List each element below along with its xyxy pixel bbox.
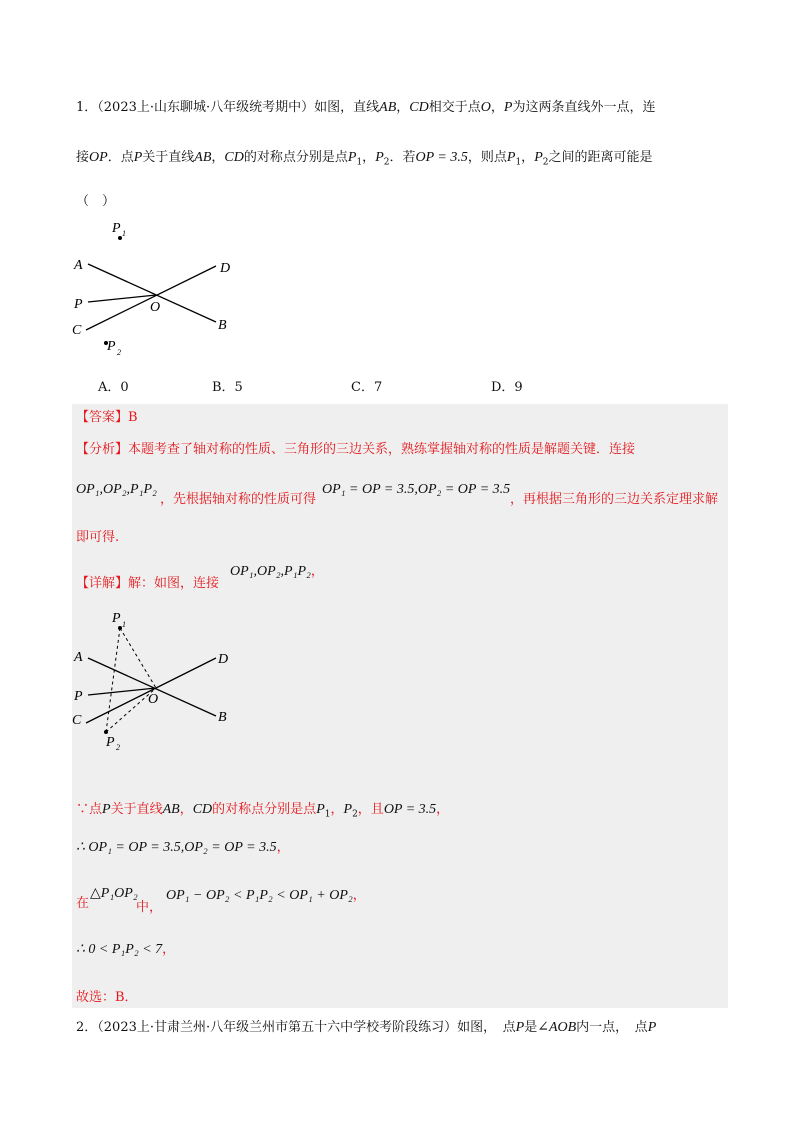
question-1-line-1	[76, 98, 655, 118]
punct: ，	[396, 100, 410, 115]
analysis-expr-2-wrap	[322, 480, 510, 500]
detail-text: ，且	[357, 802, 384, 817]
question-2-line-1	[76, 1018, 656, 1038]
punct: ，	[330, 802, 344, 817]
punct: ，	[521, 150, 535, 165]
question-text: 内一点， 点	[576, 1020, 648, 1035]
label-p1: P	[112, 221, 121, 236]
punct: ，	[211, 150, 225, 165]
subscript: 1	[515, 157, 522, 168]
question-text: 接	[76, 150, 90, 165]
question-text: ．点	[107, 150, 134, 165]
math-op-eq: OP = 3.5	[415, 150, 468, 165]
analysis-tag: 【分析】	[76, 442, 129, 457]
detail-line-1	[76, 574, 219, 594]
analysis-expr-1: OP₁,OP₂,P₁P₂	[76, 482, 157, 497]
answer-value: B	[128, 410, 138, 425]
label-o: O	[148, 692, 159, 707]
math-ab: AB	[194, 150, 212, 165]
label-o: O	[150, 300, 161, 315]
label-c: C	[72, 323, 82, 338]
label-a: A	[74, 650, 83, 665]
math-angle: ∠AOB	[537, 1020, 577, 1035]
label-b: B	[218, 710, 227, 725]
math-cd: CD	[409, 100, 429, 115]
subscript: 2	[352, 809, 358, 820]
label-b: B	[218, 318, 227, 333]
math-op: OP	[89, 150, 108, 165]
math-p: P	[515, 1020, 525, 1035]
answer-paren: （ ）	[76, 194, 116, 209]
label-p2: P	[106, 735, 115, 750]
question-text: ．若	[389, 150, 416, 165]
detail-text: ∵点	[76, 802, 103, 817]
punct: ，	[310, 564, 324, 579]
line-ab	[88, 658, 216, 716]
detail-step-1	[76, 838, 290, 858]
detail-tag: 【详解】	[76, 576, 129, 591]
punct: ，	[179, 802, 193, 817]
subscript: 1	[324, 809, 331, 820]
question-text: 相交于点	[428, 100, 481, 115]
figure-2	[68, 606, 248, 756]
label-p: P	[74, 297, 83, 312]
question-text: 关于直线	[142, 150, 195, 165]
label-p1: P	[112, 611, 121, 626]
answer-tag: 【答案】	[76, 410, 129, 425]
analysis-text-3: ，再根据三角形的三边关系定理求解	[510, 492, 719, 507]
analysis-line-2	[76, 480, 157, 500]
analysis-text-2: ，先根据轴对称的性质可得	[160, 492, 317, 507]
label-p: P	[74, 689, 83, 704]
math-p2: P	[375, 150, 384, 165]
question-text: ，则点	[467, 150, 507, 165]
question-text: 为这两条直线外一点，连	[512, 100, 656, 115]
label-p1-sub: 1	[122, 229, 126, 238]
option-a: A．0	[98, 380, 129, 395]
punct: ，	[436, 802, 450, 817]
dashed-p1p2	[106, 628, 120, 732]
question-text: 之间的距离可能是	[548, 150, 653, 165]
math-p: P	[647, 1020, 657, 1035]
detail-expr-1-wrap	[230, 562, 324, 582]
math-ab: AB	[162, 802, 180, 817]
line-cd	[86, 658, 216, 723]
option-b: B．5	[212, 380, 243, 395]
math-p1: P	[347, 150, 357, 165]
question-text: （2023上·山东聊城·八年级统考期中）如图，直线	[97, 100, 380, 115]
question-text: 是	[524, 1020, 538, 1035]
answer-line	[76, 408, 138, 428]
detail-text: 关于直线	[110, 802, 163, 817]
math-o: O	[480, 100, 491, 115]
dashed-op1	[120, 628, 156, 688]
punct: ，	[352, 888, 366, 903]
detail-text: 在	[76, 896, 90, 911]
question-number: 2．	[76, 1020, 98, 1035]
detail-ineq-wrap	[166, 886, 366, 906]
option-c: C．7	[351, 380, 383, 395]
question-text: （2023上·甘肃兰州·八年级兰州市第五十六中学校考阶段练习）如图， 点	[97, 1020, 516, 1035]
detail-text: 中，	[136, 900, 163, 915]
subscript: 1	[356, 157, 363, 168]
label-p1-sub: 1	[122, 620, 126, 629]
math-cd: CD	[192, 802, 213, 817]
analysis-line-1	[76, 440, 635, 460]
punct: ，	[276, 840, 290, 855]
math-p1: P	[316, 802, 325, 817]
punct: ，	[490, 100, 504, 115]
math-p2: P	[343, 802, 353, 817]
math-p: P	[102, 802, 111, 817]
math-p: P	[503, 100, 513, 115]
math-p: P	[133, 150, 143, 165]
detail-expr-1: OP₁,OP₂,P₁P₂	[230, 564, 311, 579]
subscript: 2	[542, 157, 549, 168]
math-inequality: OP₁ − OP₂ < P₁P₂ < OP₁ + OP₂	[166, 888, 353, 903]
math-triangle: △P₁OP₂	[90, 886, 138, 901]
math-p1: P	[506, 150, 516, 165]
detail-because-line	[76, 800, 449, 825]
math-step-1: ∴ OP₁ = OP = 3.5,OP₂ = OP = 3.5	[76, 840, 277, 855]
detail-final: 故选：B．	[76, 990, 138, 1005]
math-step-2: ∴ 0 < P₁P₂ < 7	[76, 942, 163, 957]
detail-step-2	[76, 940, 175, 960]
question-1-line-2	[76, 148, 653, 173]
label-c: C	[72, 713, 82, 728]
math-cd: CD	[224, 150, 244, 165]
math-p2: P	[534, 150, 543, 165]
analysis-text: 本题考查了轴对称的性质、三角形的三边关系，熟练掌握轴对称的性质是解题关键．连接	[128, 442, 636, 457]
label-d: D	[220, 261, 231, 276]
subscript: 2	[383, 157, 390, 168]
detail-triangle-wrap	[90, 884, 138, 904]
analysis-text-4: 即可得.	[76, 530, 120, 545]
line-op	[88, 688, 156, 695]
punct: ，	[162, 942, 176, 957]
detail-text: 解：如图，连接	[128, 576, 220, 591]
label-a: A	[74, 258, 83, 273]
line-cd	[86, 266, 216, 330]
label-d: D	[218, 652, 229, 667]
detail-triangle-line	[76, 894, 89, 914]
figure-1	[68, 216, 248, 361]
detail-text: 的对称点分别是点	[212, 802, 317, 817]
option-d: D．9	[491, 380, 523, 395]
question-text: 的对称点分别是点	[243, 150, 348, 165]
punct: ，	[362, 150, 376, 165]
label-p2-sub: 2	[117, 348, 121, 357]
math-op-eq: OP = 3.5	[383, 802, 437, 817]
label-p2: P	[107, 339, 116, 354]
question-number: 1．	[76, 100, 98, 115]
label-p2-sub: 2	[116, 743, 120, 752]
analysis-expr-2: OP₁ = OP = 3.5,OP₂ = OP = 3.5	[322, 482, 511, 497]
point-p2	[104, 730, 108, 734]
math-ab: AB	[379, 100, 397, 115]
